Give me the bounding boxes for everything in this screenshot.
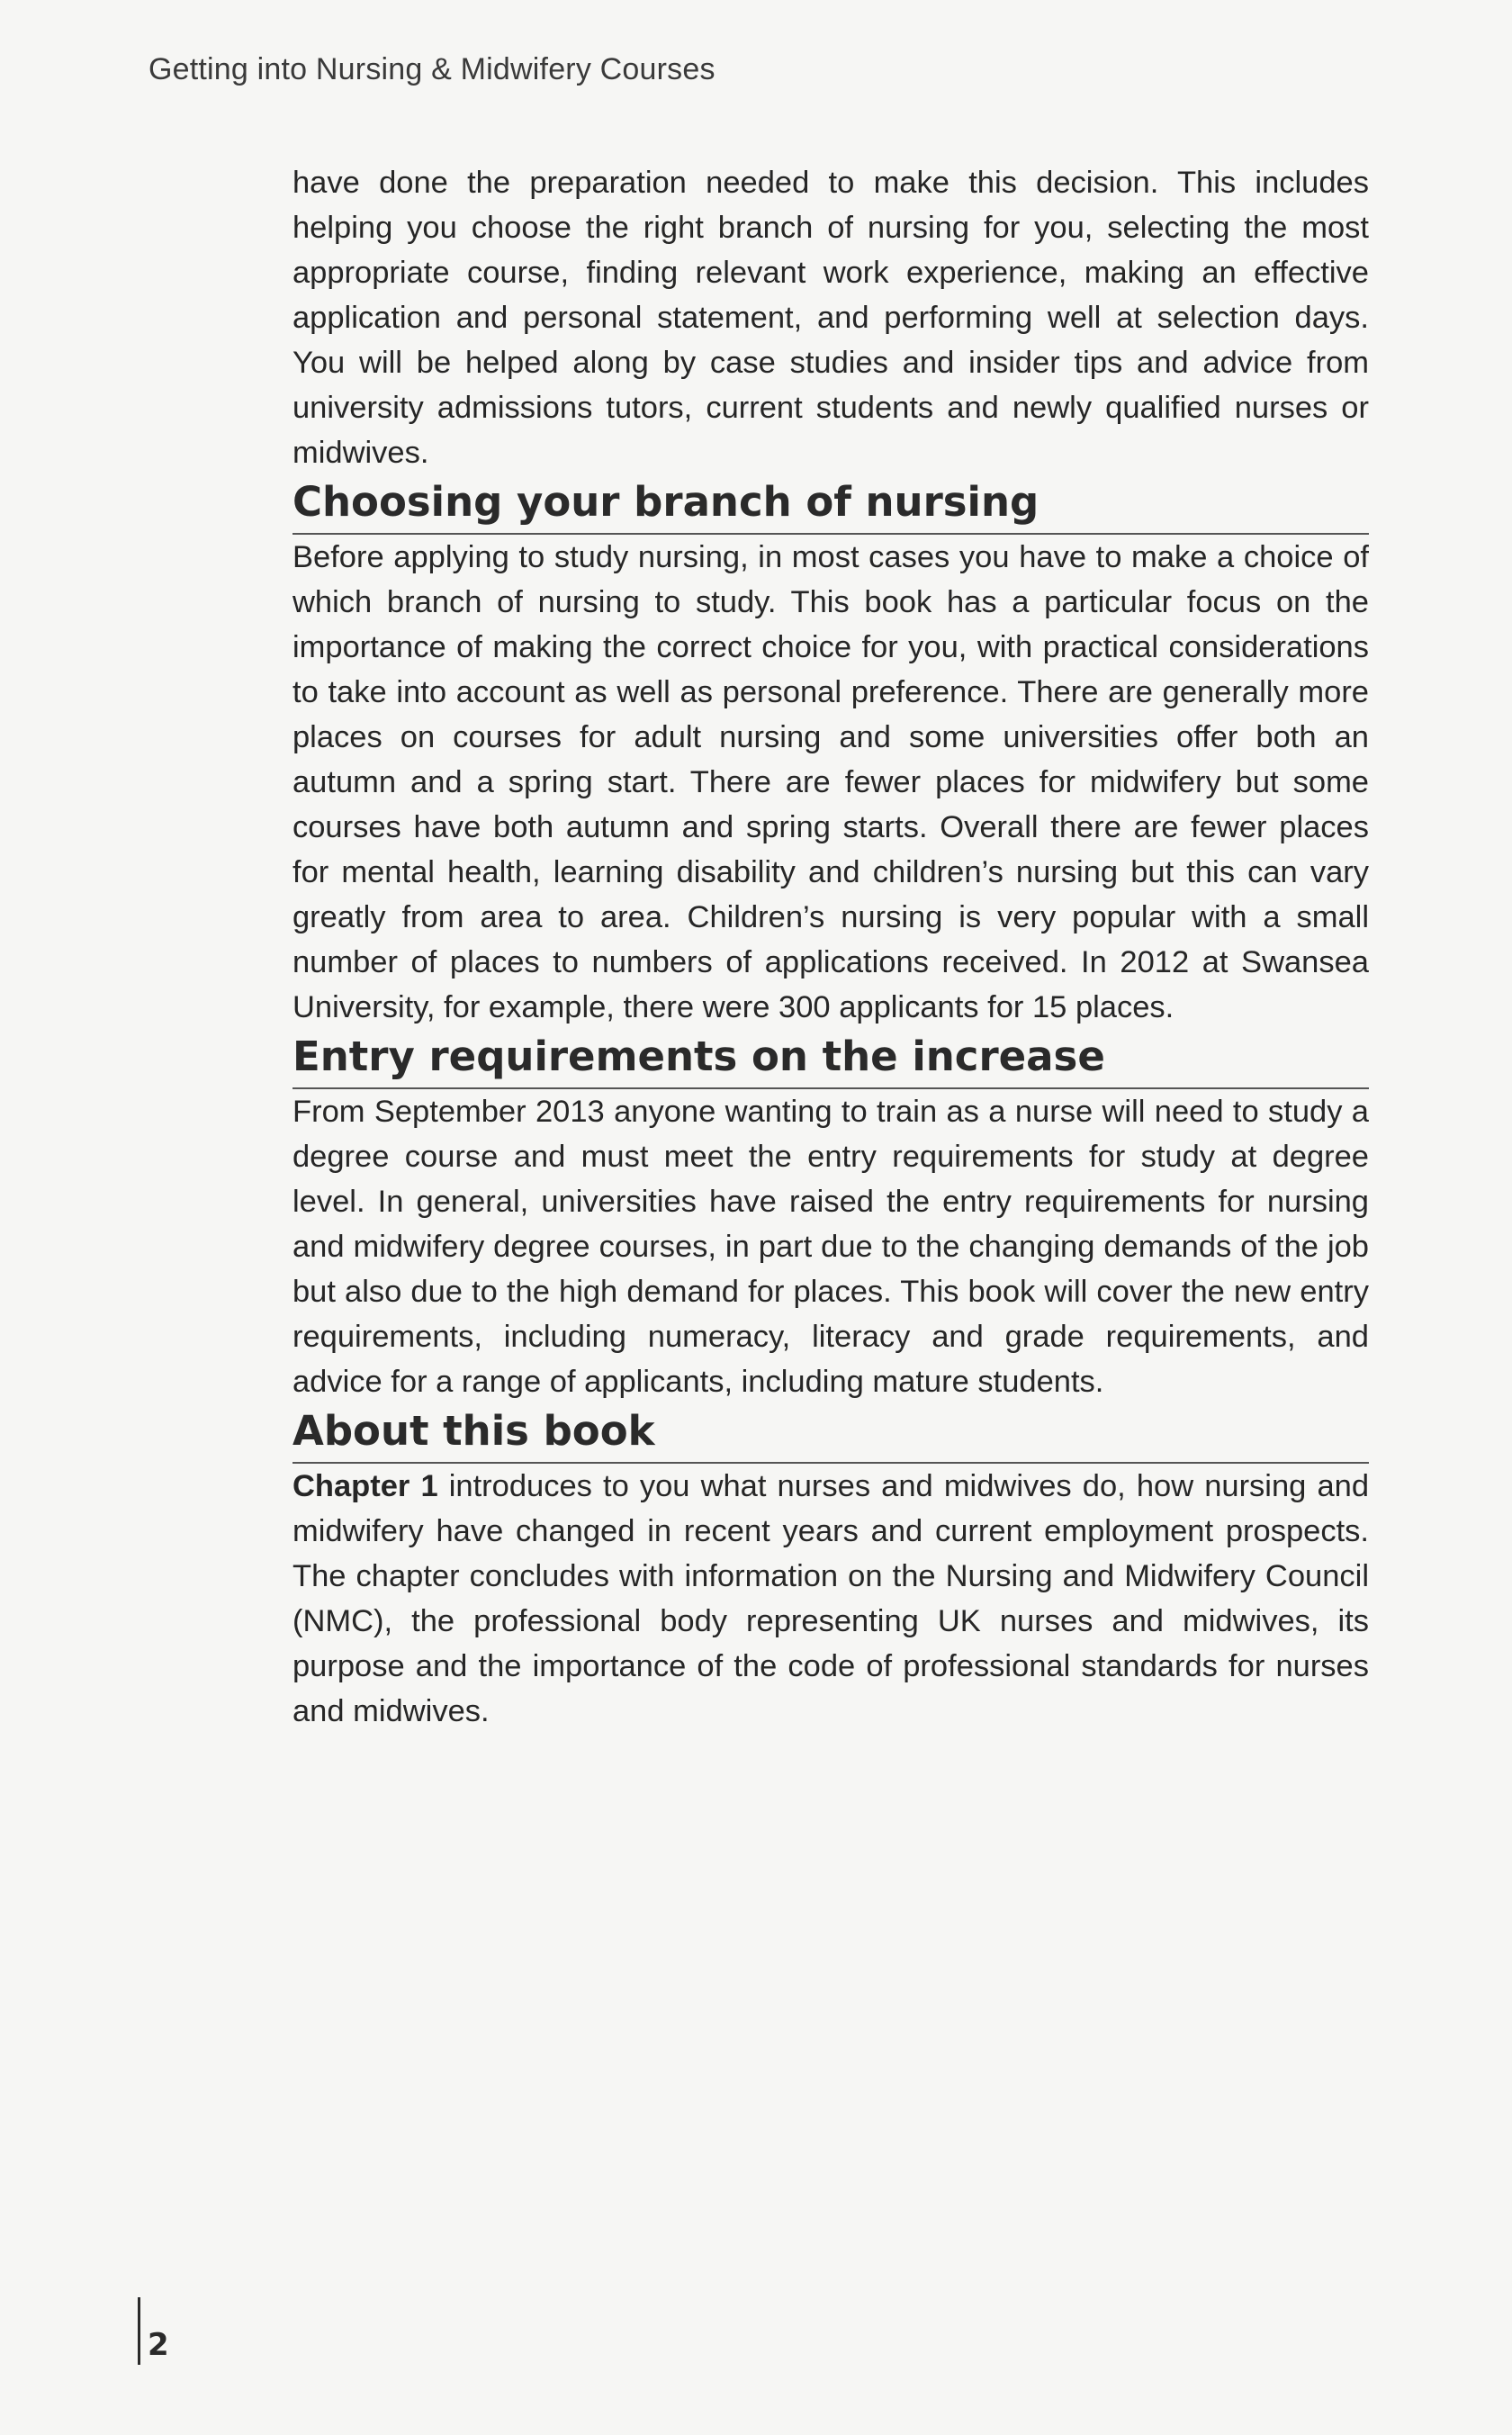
intro-paragraph: have done the preparation needed to make this decision. This includes helping you choose the right branch of nursing for you, selecting the most appropriate course, finding relevant work experience, making an effective application and personal statement, and performing well at selection days. You will be helped along by case studies and insider tips and advice from university admissions tutors, current students and newly qualified nurses or midwives. — [292, 166, 1369, 470]
chapter-label: Chapter 1 — [292, 1469, 438, 1503]
chapter-description: introduces to you what nurses and midwives do, how nursing and midwifery have changed in recent years and current employment prospects. The chapter concludes with information on the Nursing and Midwifery Council (NMC), the professional body representing UK nurses and midwives, its purpose and the importance of the code of professional standards for nurses and midwives. — [292, 1469, 1370, 1728]
running-head: Getting into Nursing & Midwifery Courses — [148, 52, 716, 86]
section-heading-entry: Entry requirements on the increase — [292, 1030, 1369, 1089]
section-paragraph-entry: From September 2013 anyone wanting to train as a nurse will need to study a degree course and must meet the entry requirements for study at degree level. In general, universities have raised the entry requirements for nursing and midwifery degree courses, in part due to the changing demands of the job but also due to the high demand for places. This book will cover the new entry requirements, including numeracy, literacy and grade requirements, and advice for a range of applicants, including mature students. — [292, 1095, 1369, 1399]
section-heading-branch: Choosing your branch of nursing — [292, 475, 1369, 535]
section-heading-about: About this book — [292, 1404, 1369, 1464]
page-number-rule — [138, 2297, 140, 2365]
page-content — [292, 160, 1369, 1734]
page-number: 2 — [148, 2327, 169, 2363]
section-paragraph-branch: Before applying to study nursing, in most cases you have to make a choice of which branch of nursing to study. This book has a particular focus on the importance of making the correct choice for you, with practical considerations to take into account as well as personal preference. There are generally more places on courses for adult nursing and some universities offer both an autumn and a spring start. There are fewer places for midwifery but some courses have both autumn and spring starts. Overall there are fewer places for mental health, learning disability and children’s nursing but this can vary greatly from area to area. Children’s nursing is very popular with a small number of places to numbers of applications received. In 2012 at Swansea University, for example, there were 300 applicants for 15 places. — [292, 540, 1369, 1024]
section-paragraph-about — [292, 1464, 1369, 1734]
